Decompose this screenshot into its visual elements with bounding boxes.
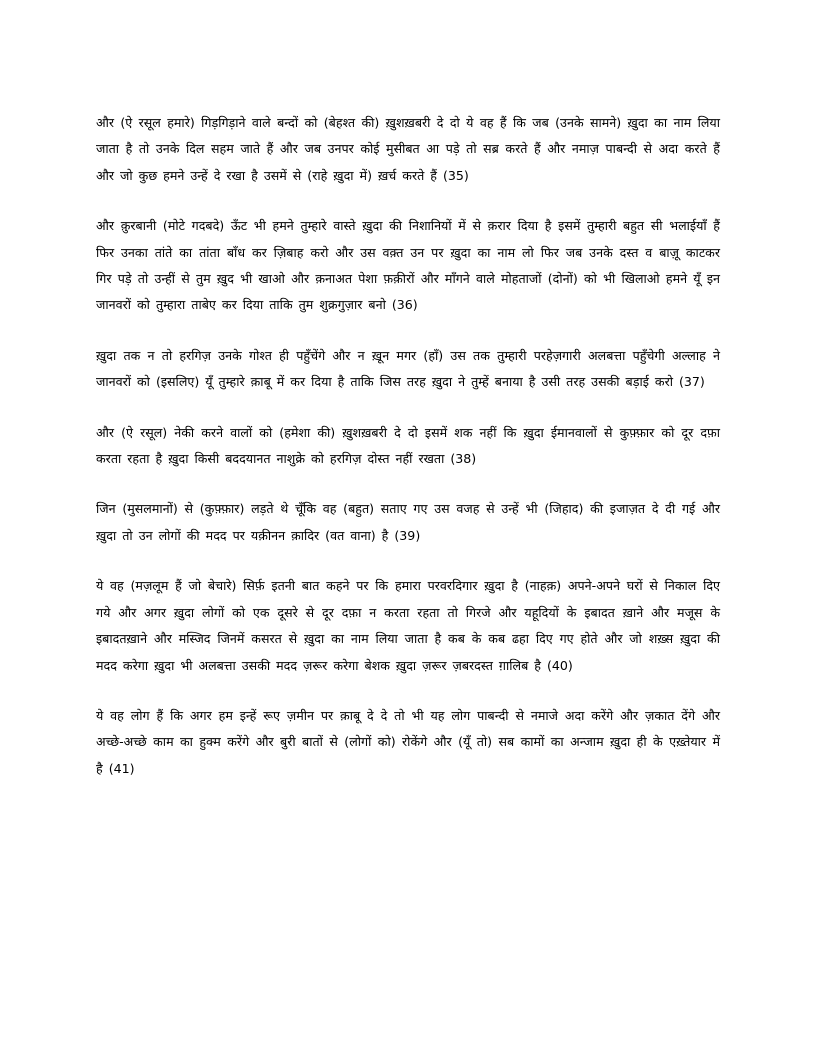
document-page (96, 110, 720, 806)
verse-40-paragraph: ये वह (मज़लूम हैं जो बेचारे) सिर्फ़ इतनी बात कहने पर कि हमारा परवरदिगार ख़ुदा है (नाहक़) अपने-अपने घरों से निकाल दिए गये और अगर ख़ुदा लोगों को एक दूसरे से दूर दफ़ा न करता रहता तो गिरजे और यहूदियों के इबादत ख़ाने और मजूस के इबादतख़ाने और मस्जिद जिनमें कसरत से ख़ुदा का नाम लिया जाता है कब के कब ढहा दिए गए होते और जो शख़्स ख़ुदा की मदद करेगा ख़ुदा भी अलबत्ता उसकी मदद ज़रूर करेगा बेशक ख़ुदा ज़रूर ज़बरदस्त ग़ालिब है (40) (96, 578, 720, 673)
verse-39-paragraph: जिन (मुसलमानों) से (कुफ़्फ़ार) लड़ते थे चूँकि वह (बहुत) सताए गए उस वजह से उन्हें भी (जिहाद) की इजाज़त दे दी गई और ख़ुदा तो उन लोगों की मदद पर यक़ीनन क़ादिर (वत वाना) है (39) (96, 501, 720, 543)
verse-38-paragraph: और (ऐ रसूल) नेकी करने वालों को (हमेशा की) ख़ुशख़बरी दे दो इसमें शक नहीं कि ख़ुदा ईमानवालों से कुफ़्फ़ार को दूर दफ़ा करता रहता है ख़ुदा किसी बददयानत नाशुक्रे को हरगिज़ दोस्त नहीं रखता (38) (96, 424, 720, 467)
verse-37-paragraph: ख़ुदा तक न तो हरगिज़ उनके गोश्त ही पहुँचेंगे और न ख़ून मगर (हाँ) उस तक तुम्हारी परहेज़गारी अलबत्ता पहुँचेगी अल्लाह ने जानवरों को (इसलिए) यूँ तुम्हारे क़ाबू में कर दिया है ताकि जिस तरह ख़ुदा ने तुम्हें बनाया है उसी तरह उसकी बड़ाई करो (37) (96, 347, 720, 390)
verse-36-paragraph: और क़ुरबानी (मोटे गदबदे) ऊँट भी हमने तुम्हारे वास्ते ख़ुदा की निशानियों में से क़रार दिया है इसमें तुम्हारी बहुत सी भलाईयाँ हैं फिर उनका तांते का तांता बाँध कर ज़िबाह करो और उस वक़्त उन पर ख़ुदा का नाम लो फिर जब उनके दस्त व बाज़ू काटकर गिर पड़े तो उन्हीं से तुम ख़ुद भी खाओ और क़नाअत पेशा फ़क़ीरों और माँगने वाले मोहताजों (दोनों) को भी खिलाओ हमने यूँ इन जानवरों को तुम्हारा ताबेए कर दिया ताकि तुम शुक्रगुज़ार बनो (36) (96, 218, 720, 313)
verse-35-paragraph: और (ऐ रसूल हमारे) गिड़गिड़ाने वाले बन्दों को (बेहश्त की) ख़ुशख़बरी दे दो ये वह हैं कि जब (उनके सामने) ख़ुदा का नाम लिया जाता है तो उनके दिल सहम जाते हैं और जब उनपर कोई मुसीबत आ पड़े तो सब्र करते हैं और नमाज़ पाबन्दी से अदा करते हैं और जो कुछ हमने उन्हें दे रखा है उसमें से (राहे ख़ुदा में) ख़र्च करते हैं (35) (96, 115, 720, 183)
verse-41-paragraph: ये वह लोग हैं कि अगर हम इन्हें रूए ज़मीन पर क़ाबू दे दे तो भी यह लोग पाबन्दी से नमाजे अदा करेंगे और ज़कात देंगे और अच्छे-अच्छे काम का हुक्म करेंगे और बुरी बातों से (लोगों को) रोकेंगे और (यूँ तो) सब कामों का अन्जाम ख़ुदा ही के एख़्तेयार में है (41) (96, 707, 720, 776)
